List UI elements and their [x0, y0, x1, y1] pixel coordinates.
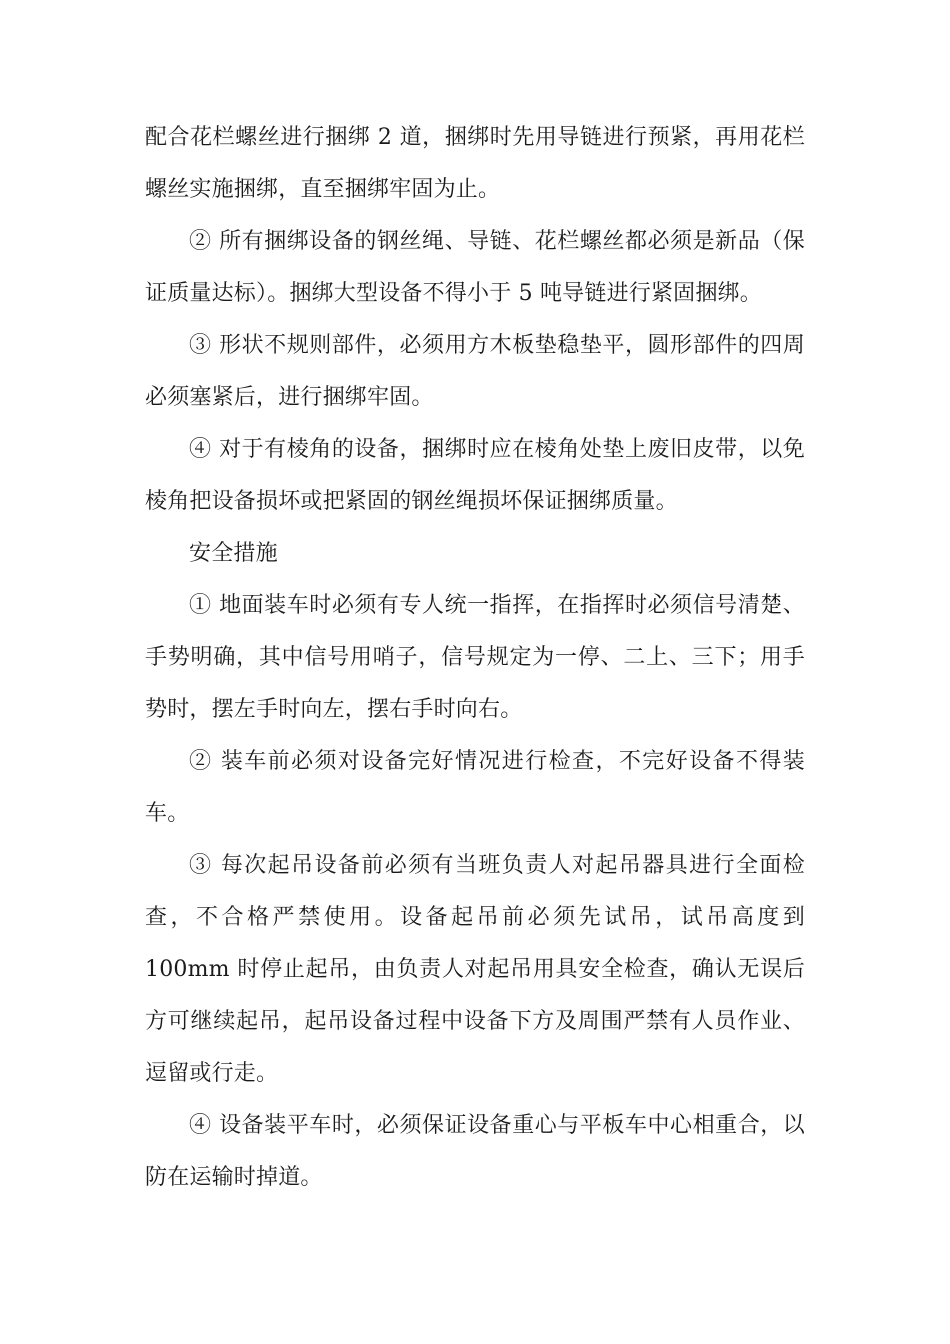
paragraph-lashing-continuation: 配合花栏螺丝进行捆绑 2 道，捆绑时先用导链进行预紧，再用花栏螺丝实施捆绑，直至捆绑牢固为止。: [145, 125, 805, 202]
paragraph-safety-item-1: ① 地面装车时必须有专人统一指挥，在指挥时必须信号清楚、手势明确，其中信号用哨子，信号规定为一停、二上、三下；用手势时，摆左手时向左，摆右手时向右。: [145, 593, 805, 722]
paragraph-safety-item-3: ③ 每次起吊设备前必须有当班负责人对起吊器具进行全面检查，不合格严禁使用。设备起吊前必须先试吊，试吊高度到 100mm 时停止起吊，由负责人对起吊用具安全检查，确认无误后方可继续起吊，起吊设备过程中设备下方及周围严禁有人员作业、逗留或行走。: [145, 853, 805, 1086]
paragraph-safety-item-2: ② 装车前必须对设备完好情况进行检查，不完好设备不得装车。: [145, 749, 805, 826]
paragraph-lashing-item-4: ④ 对于有棱角的设备，捆绑时应在棱角处垫上废旧皮带，以免棱角把设备损坏或把紧固的钢丝绳损坏保证捆绑质量。: [145, 437, 805, 514]
document-body: [145, 112, 805, 1204]
section-heading-safety-measures: 安全措施: [189, 541, 278, 566]
paragraph-lashing-item-2: ② 所有捆绑设备的钢丝绳、导链、花栏螺丝都必须是新品（保证质量达标）。捆绑大型设备不得小于 5 吨导链进行紧固捆绑。: [145, 229, 805, 306]
paragraph-lashing-item-3: ③ 形状不规则部件，必须用方木板垫稳垫平，圆形部件的四周必须塞紧后，进行捆绑牢固。: [145, 333, 805, 410]
paragraph-safety-item-4: ④ 设备装平车时，必须保证设备重心与平板车中心相重合，以防在运输时掉道。: [145, 1113, 805, 1190]
